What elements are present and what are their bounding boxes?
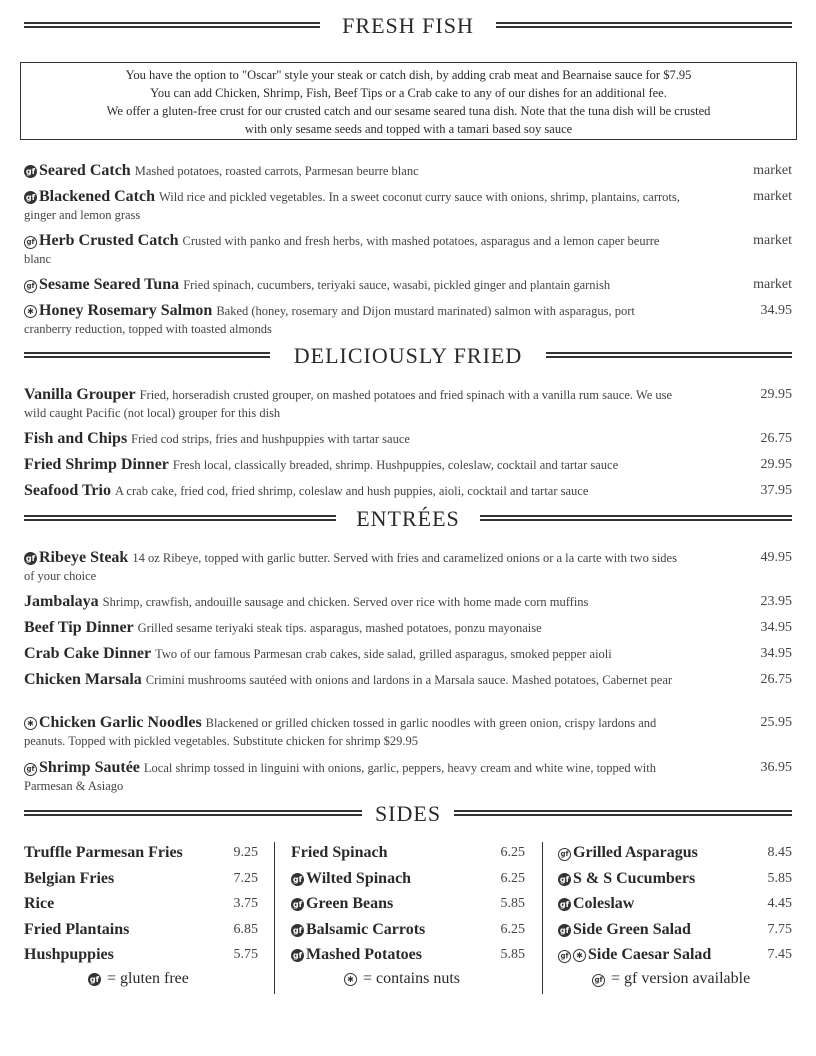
contains-nuts-icon: ✱ <box>24 717 37 730</box>
item-price: 49.95 <box>760 550 792 565</box>
item-description: Fried, horseradish crusted grouper, on mashed potatoes and fried spinach with a vanilla rum sauce. We use wild caught Pacific (not local) grouper for this dish <box>24 388 673 420</box>
section-title: SIDES <box>363 801 453 826</box>
item-price: 9.25 <box>233 845 258 860</box>
side-item <box>291 842 525 868</box>
item-name: Honey Rosemary Salmon <box>39 302 213 319</box>
section-header-fresh-fish <box>24 14 792 38</box>
item-name: Side Caesar Salad <box>588 946 712 963</box>
item-name: Ribeye Steak <box>39 549 129 566</box>
menu-item <box>24 456 792 474</box>
item-name: S & S Cucumbers <box>573 869 696 887</box>
gluten-free-icon: gf <box>292 874 303 884</box>
item-price: 23.95 <box>760 594 792 609</box>
item-price: 5.85 <box>767 870 792 886</box>
item-name: Herb Crusted Catch <box>39 232 179 249</box>
menu-item <box>24 430 792 448</box>
item-name: Belgian Fries <box>24 869 115 887</box>
menu-item <box>24 302 792 338</box>
item-price: 6.25 <box>500 870 525 886</box>
menu-item <box>24 162 792 180</box>
gf-version-icon: gf <box>558 848 571 861</box>
info-line: You can add Chicken, Shrimp, Fish, Beef Tips or a Crab cake to any of our dishes for an additional fee. <box>150 86 667 100</box>
info-line: You have the option to "Oscar" style your steak or catch dish, by adding crab meat and Bearnaise sauce for $7.95 <box>125 68 692 82</box>
gluten-free-icon: gf <box>25 167 36 176</box>
menu-item <box>24 671 792 689</box>
side-item <box>558 868 792 894</box>
gluten-free-icon: gf <box>559 900 570 909</box>
item-price: 34.95 <box>760 646 792 661</box>
item-name: Side Green Salad <box>573 920 691 938</box>
item-price: 26.75 <box>760 672 792 687</box>
contains-nuts-icon: ✱ <box>573 949 586 962</box>
item-price: 34.95 <box>760 620 792 635</box>
item-name: Vanilla Grouper <box>24 386 136 403</box>
item-description: Baked (honey, rosemary and Dijon mustard marinated) salmon with asparagus, port cranberry reduction, topped with toasted almonds <box>24 304 635 336</box>
item-description: Blackened or grilled chicken tossed in garlic noodles with green onion, crispy lardons and peanuts. Topped with pickled vegetables. Substitute chicken for shrimp $29.95 <box>24 716 657 748</box>
section-header-entrees <box>24 507 792 531</box>
item-name: Sesame Seared Tuna <box>39 276 180 293</box>
item-description: Fresh local, classically breaded, shrimp. Hushpuppies, coleslaw, cocktail and tartar sauce <box>172 458 619 472</box>
item-name: Crab Cake Dinner <box>24 645 152 662</box>
gf-version-icon: gf <box>592 974 605 987</box>
gf-version-icon: gf <box>24 280 37 293</box>
gf-version-icon: gf <box>24 236 37 249</box>
side-item <box>24 842 258 868</box>
item-name: Beef Tip Dinner <box>24 619 134 636</box>
gluten-free-icon: gf <box>559 925 570 935</box>
section-title: FRESH FISH <box>330 13 486 38</box>
item-price: market <box>753 277 792 292</box>
item-name: Fried Plantains <box>24 920 130 938</box>
legend-contains-nuts <box>344 970 460 988</box>
side-item <box>291 868 525 894</box>
legend-text: = gf version available <box>611 970 751 987</box>
item-name: Truffle Parmesan Fries <box>24 844 183 861</box>
menu-item <box>24 482 792 500</box>
item-name: Wilted Spinach <box>306 869 412 887</box>
item-name: Blackened Catch <box>39 188 155 205</box>
item-price: 29.95 <box>760 387 792 402</box>
menu-item <box>24 619 792 637</box>
item-price: market <box>753 189 792 204</box>
contains-nuts-icon: ✱ <box>344 973 357 986</box>
section-header-sides <box>24 802 792 826</box>
item-name: Hushpuppies <box>24 946 114 963</box>
gluten-free-icon: gf <box>25 193 36 202</box>
item-price: 5.85 <box>500 896 525 911</box>
item-price: 7.45 <box>767 947 792 962</box>
item-description: 14 oz Ribeye, topped with garlic butter. Served with fries and caramelized onions or a la carte with two sides of your choice <box>24 551 677 583</box>
info-line: with only sesame seeds and topped with a tamari based soy sauce <box>244 122 573 136</box>
item-name: Coleslaw <box>573 895 635 912</box>
item-name: Seafood Trio <box>24 482 111 499</box>
item-price: 5.85 <box>500 947 525 962</box>
gluten-free-icon: gf <box>25 554 36 563</box>
item-price: 7.25 <box>233 870 258 886</box>
legend-gf-version <box>592 970 750 988</box>
item-price: market <box>753 233 792 248</box>
item-description: Two of our famous Parmesan crab cakes, side salad, grilled asparagus, smoked pepper aioli <box>155 647 612 661</box>
item-name: Chicken Garlic Noodles <box>39 714 202 731</box>
side-item <box>24 944 258 970</box>
item-price: 34.95 <box>760 303 792 318</box>
side-item <box>558 919 792 945</box>
item-price: 26.75 <box>760 431 792 446</box>
menu-item <box>24 645 792 663</box>
menu-item <box>24 188 792 224</box>
item-name: Green Beans <box>306 895 394 912</box>
section-title: DELICIOUSLY FRIED <box>282 343 534 368</box>
gluten-free-icon: gf <box>292 925 303 935</box>
side-item <box>558 893 792 919</box>
item-price: 8.45 <box>767 845 792 860</box>
side-item <box>558 944 792 970</box>
menu-item <box>24 549 792 585</box>
item-description: Fried cod strips, fries and hushpuppies with tartar sauce <box>131 432 410 446</box>
item-description: Mashed potatoes, roasted carrots, Parmesan beurre blanc <box>134 164 419 178</box>
item-price: 5.75 <box>233 947 258 962</box>
gf-version-icon: gf <box>558 950 571 963</box>
item-description: Shrimp, crawfish, andouille sausage and chicken. Served over rice with home made corn muffins <box>102 595 589 609</box>
gluten-free-icon: gf <box>292 951 303 960</box>
section-title: ENTRÉES <box>344 506 472 531</box>
item-name: Mashed Potatoes <box>306 946 422 963</box>
side-item <box>24 868 258 894</box>
menu-item <box>24 714 792 750</box>
item-name: Seared Catch <box>39 162 131 179</box>
side-item <box>291 893 525 919</box>
item-price: 25.95 <box>760 715 792 730</box>
menu-item <box>24 386 792 422</box>
side-item <box>291 944 525 970</box>
item-name: Fried Shrimp Dinner <box>24 456 169 473</box>
item-name: Chicken Marsala <box>24 671 142 688</box>
item-price: 37.95 <box>760 483 792 498</box>
item-description: Grilled sesame teriyaki steak tips. asparagus, mashed potatoes, ponzu mayonaise <box>137 621 542 635</box>
item-description: Crusted with panko and fresh herbs, with mashed potatoes, asparagus and a lemon caper beurre blanc <box>24 234 660 266</box>
legend-text: = contains nuts <box>363 970 461 987</box>
gluten-free-icon: gf <box>89 975 100 984</box>
gluten-free-icon: gf <box>559 874 570 884</box>
side-item <box>558 842 792 868</box>
item-name: Grilled Asparagus <box>573 844 698 861</box>
item-description: Local shrimp tossed in linguini with onions, garlic, peppers, heavy cream and white wine, topped with Parmesan & Asiago <box>24 761 656 793</box>
item-price: 6.25 <box>500 921 525 937</box>
item-price: 6.85 <box>233 921 258 937</box>
item-name: Rice <box>24 895 55 912</box>
gf-version-icon: gf <box>24 763 37 776</box>
item-name: Shrimp Sautée <box>39 759 140 776</box>
menu-item <box>24 593 792 611</box>
item-description: A crab cake, fried cod, fried shrimp, coleslaw and hush puppies, aioli, cocktail and tartar sauce <box>114 484 589 498</box>
menu-item <box>24 759 792 795</box>
gluten-free-icon: gf <box>292 900 303 909</box>
contains-nuts-icon: ✱ <box>24 305 37 318</box>
info-box <box>20 62 797 140</box>
side-item <box>291 919 525 945</box>
item-description: Wild rice and pickled vegetables. In a sweet coconut curry sauce with onions, shrimp, plantains, carrots, ginger and lemon grass <box>24 190 680 222</box>
menu-item <box>24 276 792 294</box>
item-name: Balsamic Carrots <box>306 920 426 938</box>
side-item <box>24 893 258 919</box>
item-name: Fish and Chips <box>24 430 128 447</box>
item-description: Crimini mushrooms sautéed with onions and lardons in a Marsala sauce. Mashed potatoes, Cabernet pear <box>145 673 673 687</box>
side-item <box>24 919 258 945</box>
item-name: Jambalaya <box>24 593 99 610</box>
column-divider <box>274 842 275 994</box>
section-header-deliciously-fried <box>24 344 792 368</box>
item-price: 4.45 <box>767 896 792 911</box>
item-price: 3.75 <box>233 896 258 911</box>
item-price: 7.75 <box>767 921 792 937</box>
item-price: market <box>753 163 792 178</box>
legend-text: = gluten free <box>107 970 189 987</box>
column-divider <box>542 842 543 994</box>
item-description: Fried spinach, cucumbers, teriyaki sauce, wasabi, pickled ginger and plantain garnish <box>183 278 611 292</box>
item-price: 29.95 <box>760 457 792 472</box>
menu-item <box>24 232 792 268</box>
info-line: We offer a gluten-free crust for our crusted catch and our sesame seared tuna dish. Note that the tuna dish will be crusted <box>106 104 711 118</box>
item-name: Fried Spinach <box>291 844 388 861</box>
legend-gluten-free <box>88 970 189 988</box>
item-price: 36.95 <box>760 760 792 775</box>
item-price: 6.25 <box>500 845 525 860</box>
